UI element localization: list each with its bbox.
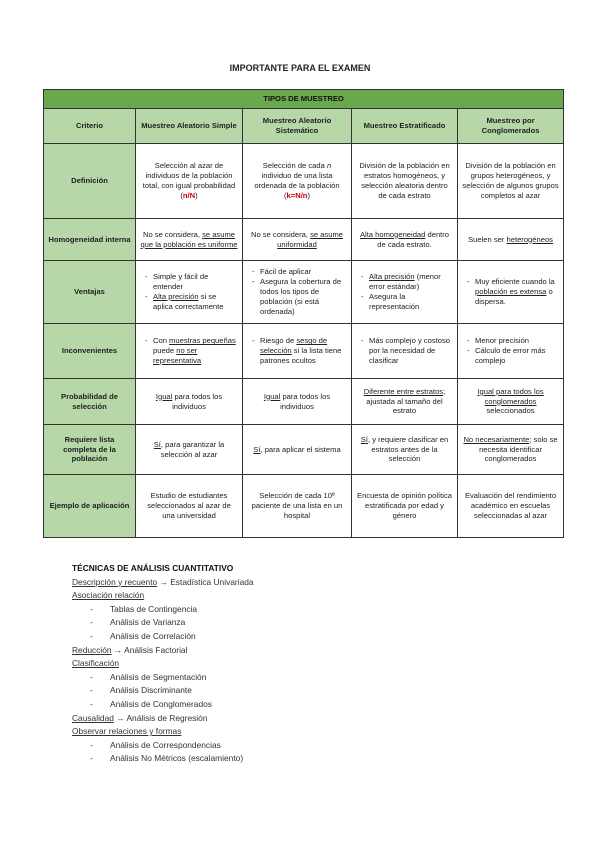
header-estratificado: Muestreo Estratificado <box>352 109 458 144</box>
cell: Sí, y requiere clasificar en estratos antes de la selección <box>352 425 458 475</box>
cell: Sí, para aplicar el sistema <box>243 425 352 475</box>
list-item: - Con muestras pequeñas puede no ser representativa <box>148 336 238 366</box>
list-item: Causalidad → Análisis de Regresión <box>72 712 208 723</box>
list-item: - Análisis Discriminante <box>90 685 192 696</box>
list-item: - Alta precisión si se aplica correctamente <box>148 292 238 312</box>
table-row <box>44 219 564 261</box>
list-item: - Simple y fácil de entender <box>148 272 238 292</box>
cell <box>352 324 458 379</box>
list-item: Clasificación <box>72 658 120 669</box>
cell: Selección de cada 10º paciente de una lista en un hospital <box>243 475 352 538</box>
cell <box>136 324 243 379</box>
row-label-lista: Requiere lista completa de la población <box>44 425 136 475</box>
cell <box>458 324 564 379</box>
page-title: IMPORTANTE PARA EL EXAMEN <box>229 63 371 73</box>
row-label-ventajas: Ventajas <box>44 261 136 324</box>
cell: Evaluación del rendimiento académico en escuelas seleccionadas al azar <box>458 475 564 538</box>
cell: Suelen ser heterogéneos <box>458 219 564 261</box>
cell: Sí, para garantizar la selección al azar <box>136 425 243 475</box>
cell <box>352 261 458 324</box>
table-row <box>44 324 564 379</box>
list-item: Observar relaciones y formas <box>72 726 182 737</box>
list-item: - Análisis de Conglomerados <box>90 698 212 709</box>
cell: Estudio de estudiantes seleccionados al azar de una universidad <box>136 475 243 538</box>
table-banner: TIPOS DE MUESTREO <box>44 90 564 109</box>
list-item: - Menor precisión <box>470 336 559 346</box>
list-item: - Fácil de aplicar <box>255 267 347 277</box>
cell: División de la población en estratos homogéneos, y selección aleatoria dentro de cada estrato <box>352 144 458 219</box>
cell: No se considera, se asume que la población es uniforme <box>136 219 243 261</box>
list-item: - Asegura la cobertura de todos los tipos de población (si está ordenada) <box>255 277 347 316</box>
sampling-types-table <box>43 89 564 538</box>
cell: Igual para todos los conglomerados seleccionados <box>458 379 564 425</box>
list-item: - Muy eficiente cuando la población es extensa o dispersa. <box>470 277 559 307</box>
list-item: - Cálculo de error más complejo <box>470 346 559 366</box>
list-item: Reducción → Análisis Factorial <box>72 644 188 655</box>
cell: Selección de cada n individuo de una lista ordenada de la población (k=N/n) <box>243 144 352 219</box>
row-label-homogeneidad: Homogeneidad interna <box>44 219 136 261</box>
list-item: Descripción y recuento → Estadística Univariada <box>72 576 254 587</box>
row-label-probabilidad: Probabilidad de selección <box>44 379 136 425</box>
list-item: - Análisis No Métricos (escalamiento) <box>90 753 244 764</box>
list-item: Asociación relación <box>72 590 145 601</box>
tecnicas-section <box>72 562 254 766</box>
cell: Alta homogeneidad dentro de cada estrato. <box>352 219 458 261</box>
table-row <box>44 475 564 538</box>
cell: Igual para todos los individuos <box>136 379 243 425</box>
tecnicas-heading: TÉCNICAS DE ANÁLISIS CUANTITATIVO <box>72 563 234 573</box>
row-label-ejemplo: Ejemplo de aplicación <box>44 475 136 538</box>
table-row <box>44 261 564 324</box>
cell <box>243 324 352 379</box>
table-header-row <box>44 109 564 144</box>
header-aleatorio-simple: Muestreo Aleatorio Simple <box>136 109 243 144</box>
cell: División de la población en grupos heterogéneos, y selección de algunos grupos completos al azar <box>458 144 564 219</box>
table-row <box>44 144 564 219</box>
table-row <box>44 425 564 475</box>
list-item: - Más complejo y costoso por la necesidad de clasificar <box>364 336 453 366</box>
row-label-inconvenientes: Inconvenientes <box>44 324 136 379</box>
cell <box>136 261 243 324</box>
cell <box>243 261 352 324</box>
cell: Selección al azar de individuos de la población total, con igual probabilidad (n/N) <box>136 144 243 219</box>
cell: Diferente entre estratos; ajustada al tamaño del estrato <box>352 379 458 425</box>
list-item: - Análisis de Segmentación <box>90 671 207 682</box>
list-item: - Análisis de Correspondencias <box>90 739 221 750</box>
header-criterio: Criterio <box>44 109 136 144</box>
cell: Igual para todos los individuos <box>243 379 352 425</box>
header-conglomerados: Muestreo por Conglomerados <box>458 109 564 144</box>
cell: No necesariamente; solo se necesita identificar conglomerados <box>458 425 564 475</box>
list-item: - Alta precisión (menor error estándar) <box>364 272 453 292</box>
row-label-definicion: Definición <box>44 144 136 219</box>
header-sistematico: Muestreo Aleatorio Sistemático <box>243 109 352 144</box>
list-item: - Tablas de Contingencia <box>90 603 198 614</box>
table-row <box>44 379 564 425</box>
list-item: - Análisis de Correlación <box>90 630 196 641</box>
cell <box>458 261 564 324</box>
list-item: - Asegura la representación <box>364 292 453 312</box>
cell: No se considera, se asume uniformidad <box>243 219 352 261</box>
list-item: - Análisis de Varianza <box>90 617 186 628</box>
cell: Encuesta de opinión política estratificada por edad y género <box>352 475 458 538</box>
list-item: - Riesgo de sesgo de selección si la lista tiene patrones ocultos <box>255 336 347 366</box>
